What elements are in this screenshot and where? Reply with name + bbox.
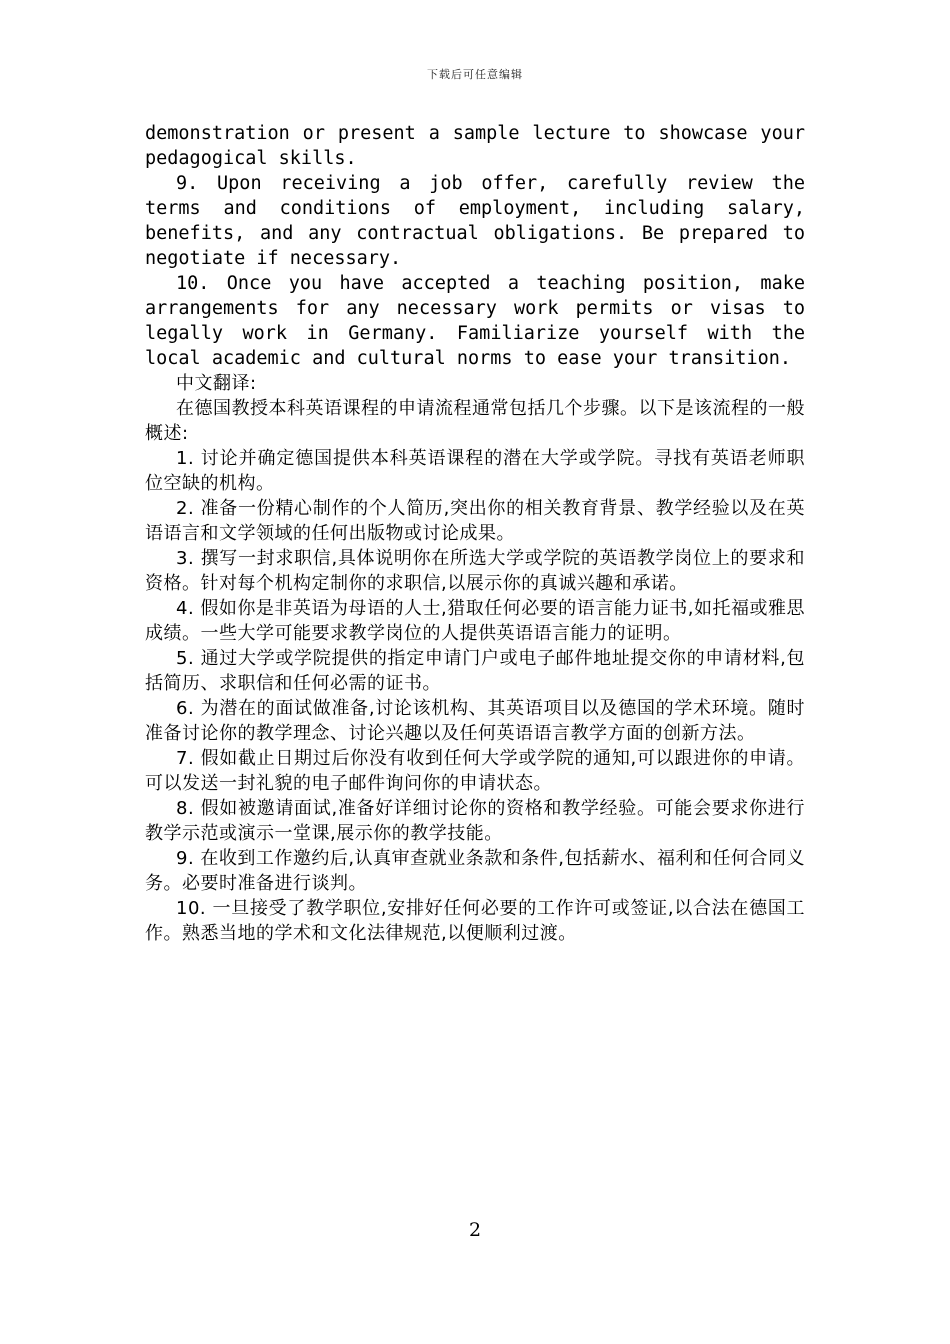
page-number: 2	[468, 1219, 482, 1241]
paragraph: 9. Upon receiving a job offer, carefully review the terms and conditions of employment, including salary, benefits, and any contractual obligations. Be prepared to negotiate if necessary.	[145, 173, 805, 269]
list-item: 6. 为潜在的面试做准备,讨论该机构、其英语项目以及德国的学术环境。随时准备讨论你的教学理念、讨论兴趣以及任何英语语言教学方面的创新方法。	[145, 698, 805, 744]
list-item: 7. 假如截止日期过后你没有收到任何大学或学院的通知,可以跟进你的申请。可以发送一封礼貌的电子邮件询问你的申请状态。	[145, 748, 805, 794]
page-header: 下载后可任意编辑	[427, 68, 523, 81]
list-item: 3. 撰写一封求职信,具体说明你在所选大学或学院的英语教学岗位上的要求和资格。针对每个机构定制你的求职信,以展示你的真诚兴趣和承诺。	[145, 548, 805, 594]
list-item: 4. 假如你是非英语为母语的人士,猎取任何必要的语言能力证书,如托福或雅思成绩。一些大学可能要求教学岗位的人提供英语语言能力的证明。	[145, 598, 805, 644]
paragraph: demonstration or present a sample lecture to showcase your pedagogical skills.	[145, 123, 805, 169]
list-item: 10. 一旦接受了教学职位,安排好任何必要的工作许可或签证,以合法在德国工作。熟悉当地的学术和文化法律规范,以便顺利过渡。	[145, 898, 805, 944]
list-item: 2. 准备一份精心制作的个人简历,突出你的相关教育背景、教学经验以及在英语语言和文学领域的任何出版物或讨论成果。	[145, 498, 805, 544]
section-heading: 中文翻译:	[176, 373, 257, 394]
list-item: 1. 讨论并确定德国提供本科英语课程的潜在大学或学院。寻找有英语老师职位空缺的机构。	[145, 448, 805, 494]
list-item: 9. 在收到工作邀约后,认真审查就业条款和条件,包括薪水、福利和任何合同义务。必要时准备进行谈判。	[145, 848, 805, 894]
document-body	[145, 121, 805, 946]
list-item: 8. 假如被邀请面试,准备好详细讨论你的资格和教学经验。可能会要求你进行教学示范或演示一堂课,展示你的教学技能。	[145, 798, 805, 844]
list-item: 5. 通过大学或学院提供的指定申请门户或电子邮件地址提交你的申请材料,包括简历、求职信和任何必需的证书。	[145, 648, 805, 694]
paragraph: 在德国教授本科英语课程的申请流程通常包括几个步骤。以下是该流程的一般概述:	[145, 398, 805, 444]
paragraph: 10. Once you have accepted a teaching position, make arrangements for any necessary work permits or visas to legally work in Germany. Familiarize yourself with the local academic and cultural norms to ease your transition.	[145, 273, 805, 369]
